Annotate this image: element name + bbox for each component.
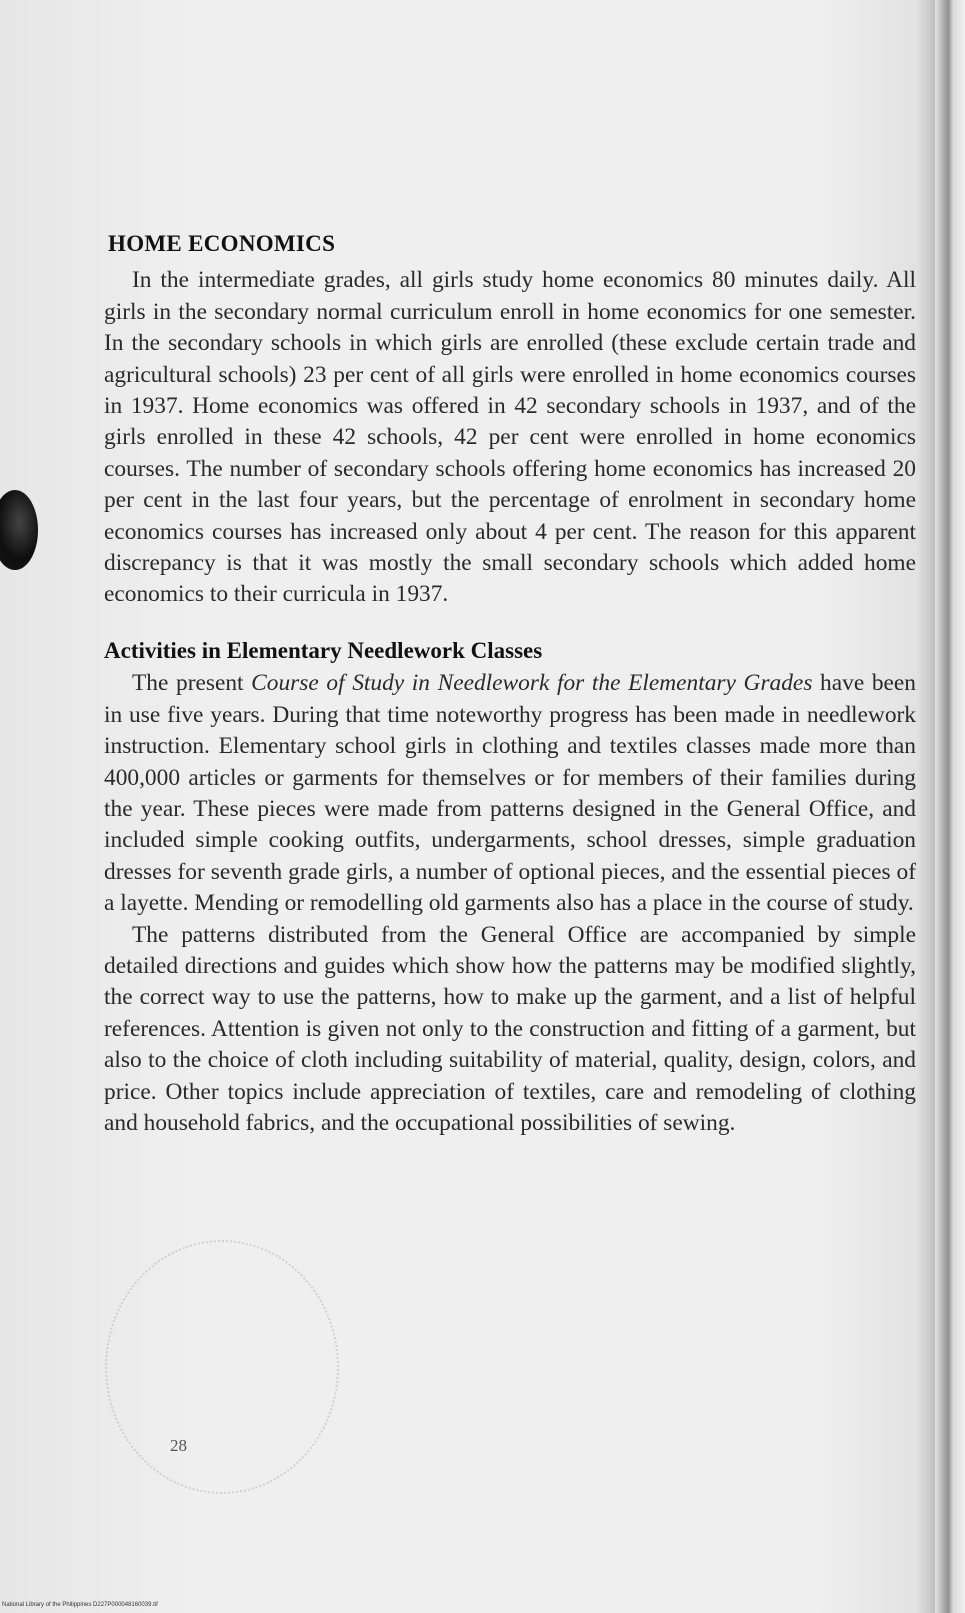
- page-content: [104, 228, 916, 1139]
- paragraph-patterns: The patterns distributed from the General Office are accompanied by simple detailed directions and guides which show how the patterns may be modified slightly, the correct way to use the patterns, how to make up the garment, and a list of helpful references. Attention is given not only to the construction and fitting of a garment, but also to the choice of cloth including suitability of material, quality, design, colors, and price. Other topics include appreciation of textiles, care and remodeling of clothing and household fabrics, and the occupational possibilities of sewing.: [104, 921, 916, 1136]
- course-title-italic: Course of Study in Needlework for the Elementary Grades: [251, 670, 813, 697]
- book-spine-shadow: [935, 0, 965, 1613]
- binding-hole: [0, 490, 38, 570]
- page-number: 28: [170, 1436, 187, 1455]
- paragraph-home-economics: In the intermediate grades, all girls study home economics 80 minutes daily. All girls in the secondary normal curriculum enroll in home economics for one semester. In the secondary schools in which girls are enrolled (these exclude certain trade and agricultural schools) 23 per cent of all girls were enrolled in home economics courses in 1937. Home economics was offered in 42 secondary schools in 1937, and of the girls enrolled in these 42 schools, 42 per cent were enrolled in home economics courses. The number of secondary schools offering home economics has increased 20 per cent in the last four years, but the percentage of enrolment in secondary home economics courses has increased only about 4 per cent. The reason for this apparent discrepancy is that it was mostly the small secondary schools which added home economics to their curricula in 1937.: [104, 267, 916, 608]
- library-stamp: [105, 1240, 339, 1494]
- paragraph-needlework-course: [104, 668, 916, 919]
- paragraph2-suffix: have been in use five years. During that time noteworthy progress has been made in needlework instruction. Elementary school girls in clothing and textiles classes made more than 400,000 articles or garments for themselves or for members of their families during the year. These pieces were made from patterns designed in the General Office, and included simple cooking outfits, undergarments, school dresses, simple graduation dresses for seventh grade girls, a number of optional pieces, and the essential pieces of a layette. Mending or remodelling old garments also has a place in the course of study.: [104, 670, 916, 917]
- section-heading: HOME ECONOMICS: [108, 231, 336, 256]
- paragraph2-prefix: The present: [132, 670, 252, 697]
- scan-footer: National Library of the Philippines D227P000048160039.tif: [2, 1602, 158, 1608]
- subsection-heading: Activities in Elementary Needlework Classes: [104, 637, 543, 663]
